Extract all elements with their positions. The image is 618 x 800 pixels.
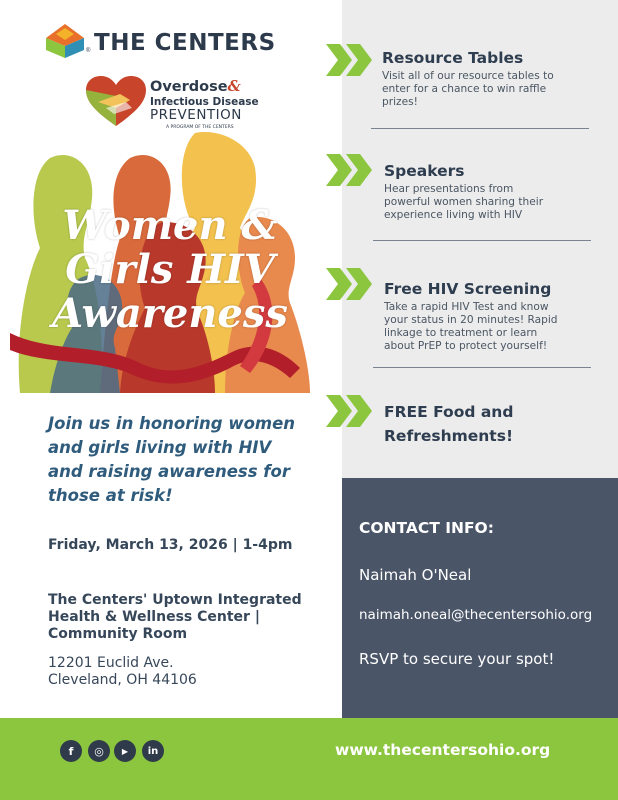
chevron-right-icon (326, 268, 374, 300)
feature-desc-line: Hear presentations from (384, 183, 514, 195)
address-line2: Cleveland, OH 44106 (48, 672, 197, 688)
feature-hiv-screening-title: Free HIV Screening (384, 280, 552, 298)
divider (371, 128, 589, 129)
feature-desc-line: linkage to treatment or learn (384, 327, 538, 339)
event-date-time: Friday, March 13, 2026 | 1-4pm (48, 537, 293, 553)
contact-heading: CONTACT INFO: (359, 519, 494, 537)
hero-title-line1: Women & (62, 202, 278, 249)
venue-line1: The Centers' Uptown Integrated (48, 592, 302, 608)
website-link[interactable]: www.thecentersohio.org (335, 741, 551, 759)
venue-line2: Health & Wellness Center | (48, 609, 260, 625)
feature-food-title (384, 400, 513, 448)
address-line1: 12201 Euclid Ave. (48, 655, 174, 671)
tagline-line4: those at risk! (48, 486, 173, 505)
contact-panel (342, 478, 618, 718)
program-overdose: Overdose (150, 79, 228, 95)
program-tagline: A PROGRAM OF THE CENTERS (166, 125, 234, 130)
feature-food-line1: FREE Food and (384, 403, 514, 421)
divider (373, 240, 591, 241)
program-line3: PREVENTION (150, 107, 242, 123)
facebook-icon[interactable]: f (60, 740, 82, 762)
instagram-icon[interactable]: ◎ (88, 740, 110, 762)
hero-title-line3: Awareness (52, 290, 288, 337)
event-venue (48, 592, 333, 643)
chevron-right-icon (326, 395, 374, 427)
feature-desc-line: powerful women sharing their (384, 196, 544, 208)
program-line2: Infectious Disease (150, 96, 259, 108)
event-address (48, 655, 333, 689)
feature-desc-line: your status in 20 minutes! Rapid (384, 314, 558, 326)
tagline-line3: and raising awareness for (48, 462, 290, 481)
chevron-right-icon (326, 44, 374, 76)
feature-resource-tables-title: Resource Tables (382, 49, 524, 67)
registered-mark: ® (86, 48, 91, 54)
divider (373, 367, 591, 368)
feature-hiv-screening-desc (384, 301, 609, 353)
tagline-line1: Join us in honoring women (48, 414, 296, 433)
venue-line3: Community Room (48, 626, 188, 642)
hero-title (40, 204, 300, 336)
feature-desc-line: Visit all of our resource tables to (382, 70, 554, 82)
brand-name: THE CENTERS (94, 30, 276, 56)
feature-desc-line: Take a rapid HIV Test and know (384, 301, 549, 313)
feature-resource-tables-desc (382, 70, 607, 109)
feature-desc-line: prizes! (382, 96, 418, 108)
hero-title-line2: Girls HIV (65, 246, 275, 293)
heart-hands-icon (86, 76, 146, 128)
program-ampersand: & (227, 78, 241, 95)
feature-speakers-title: Speakers (384, 162, 465, 180)
linkedin-icon[interactable]: in (142, 740, 164, 762)
contact-name: Naimah O'Neal (359, 566, 472, 584)
feature-desc-line: experience living with HIV (384, 209, 523, 221)
contact-email-link[interactable]: naimah.oneal@thecentersohio.org (359, 607, 593, 623)
the-centers-logo-icon (46, 24, 84, 58)
feature-speakers-desc (384, 183, 609, 222)
youtube-icon[interactable]: ▶ (114, 740, 136, 762)
chevron-right-icon (326, 154, 374, 186)
program-line1 (150, 78, 241, 95)
feature-food-line2: Refreshments! (384, 427, 514, 445)
feature-desc-line: enter for a chance to win raffle (382, 83, 547, 95)
feature-desc-line: about PrEP to protect yourself! (384, 340, 548, 352)
rsvp-text: RSVP to secure your spot! (359, 650, 555, 668)
event-tagline (48, 412, 333, 508)
tagline-line2: and girls living with HIV (48, 438, 272, 457)
